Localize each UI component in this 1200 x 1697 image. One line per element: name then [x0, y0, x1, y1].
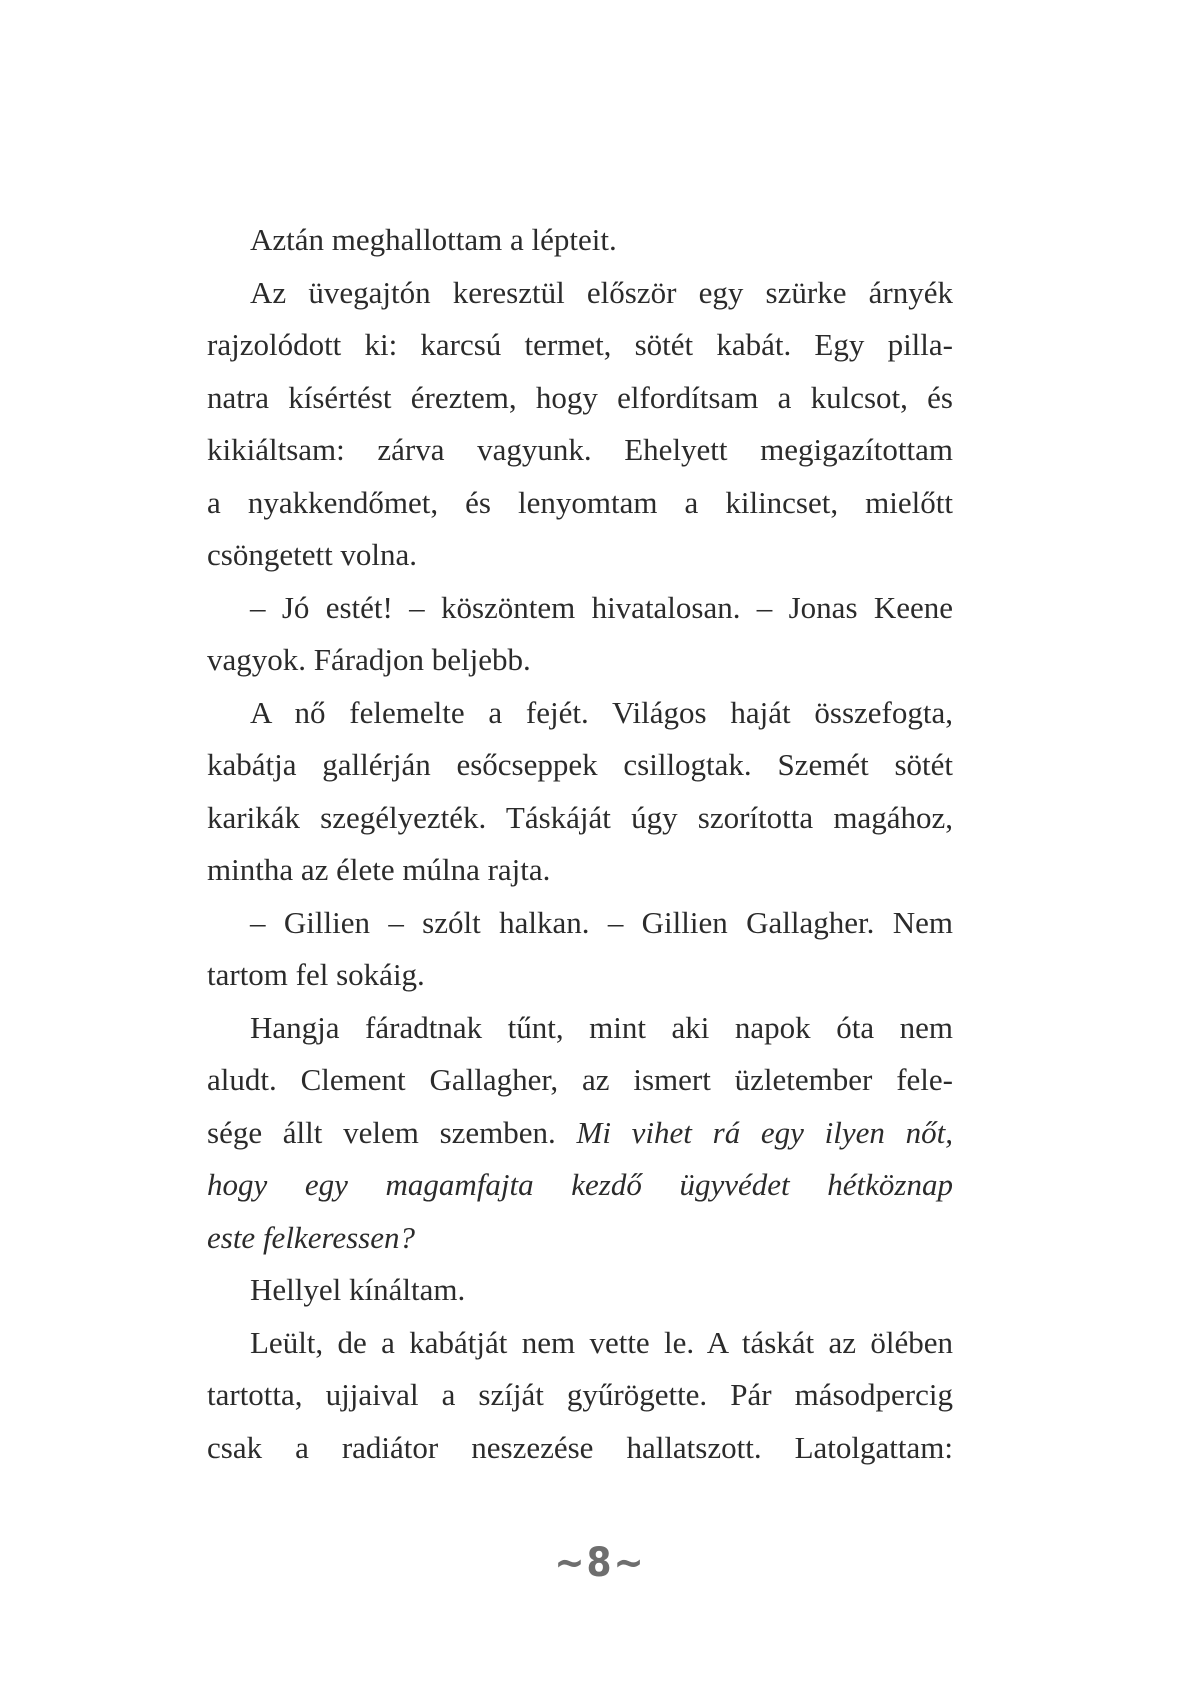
text-line [207, 897, 953, 950]
text-run: kabátja gallérján esőcseppek csillogtak. Szemét sötét [207, 747, 953, 782]
text-line [207, 634, 953, 687]
text-run: Hangja fáradtnak tűnt, mint aki napok óta nem [250, 1009, 953, 1045]
text-line [207, 1369, 953, 1422]
text-line [207, 582, 953, 635]
body-text [207, 214, 953, 1474]
text-line [207, 477, 953, 530]
italic-text-run: este felkeressen? [207, 1219, 416, 1255]
text-run: mintha az élete múlna rajta. [207, 852, 551, 887]
text-run: csak a radiátor neszezése hallatszott. Latolgattam: [207, 1429, 953, 1465]
text-line [207, 1107, 953, 1160]
text-run: aludt. Clement Gallagher, az ismert üzletember fele- [207, 1062, 953, 1097]
text-line [207, 739, 953, 792]
text-line [207, 1054, 953, 1107]
text-run: natra kísértést éreztem, hogy elfordítsam a kulcsot, és [207, 379, 953, 415]
text-run: karikák szegélyezték. Táskáját úgy szorította magához, [207, 799, 953, 835]
text-line [207, 792, 953, 845]
text-run: tartotta, ujjaival a szíját gyűrögette. Pár másodpercig [207, 1377, 953, 1412]
text-run: rajzolódott ki: karcsú termet, sötét kabát. Egy pilla- [207, 327, 953, 362]
text-run: tartom fel sokáig. [207, 957, 425, 992]
text-run: A nő felemelte a fejét. Világos haját összefogta, [250, 694, 953, 730]
text-run: csöngetett volna. [207, 537, 418, 572]
text-line [207, 529, 953, 582]
text-run: vagyok. Fáradjon beljebb. [207, 642, 531, 677]
text-run: kikiáltsam: zárva vagyunk. Ehelyett megigazítottam [207, 432, 953, 467]
text-line [207, 949, 953, 1002]
text-run: Az üvegajtón keresztül először egy szürke árnyék [250, 274, 953, 310]
text-run: – Gillien – szólt halkan. – Gillien Gallagher. Nem [250, 904, 953, 940]
text-line [207, 1002, 953, 1055]
text-line [207, 214, 953, 267]
text-run: Hellyel kínáltam. [250, 1272, 466, 1307]
text-line [207, 1264, 953, 1317]
text-line [207, 687, 953, 740]
text-line [207, 424, 953, 477]
text-line [207, 844, 953, 897]
text-line [207, 1422, 953, 1475]
page-number: ~8~ [554, 1540, 646, 1586]
text-run: Aztán meghallottam a lépteit. [250, 222, 617, 257]
text-line [207, 1317, 953, 1370]
italic-text-run: hogy egy magamfajta kezdő ügyvédet hétköznap [207, 1167, 953, 1202]
text-line [207, 319, 953, 372]
text-run: – Jó estét! – köszöntem hivatalosan. – Jonas Keene [250, 589, 953, 625]
text-line [207, 267, 953, 320]
text-run: Leült, de a kabátját nem vette le. A táskát az ölében [250, 1324, 953, 1360]
text-line [207, 372, 953, 425]
text-run: sége állt velem szemben. [207, 1114, 577, 1150]
text-line [207, 1159, 953, 1212]
text-run: a nyakkendőmet, és lenyomtam a kilincset, mielőtt [207, 484, 953, 520]
italic-text-run: Mi vihet rá egy ilyen nőt, [576, 1114, 953, 1150]
text-line [207, 1212, 953, 1265]
